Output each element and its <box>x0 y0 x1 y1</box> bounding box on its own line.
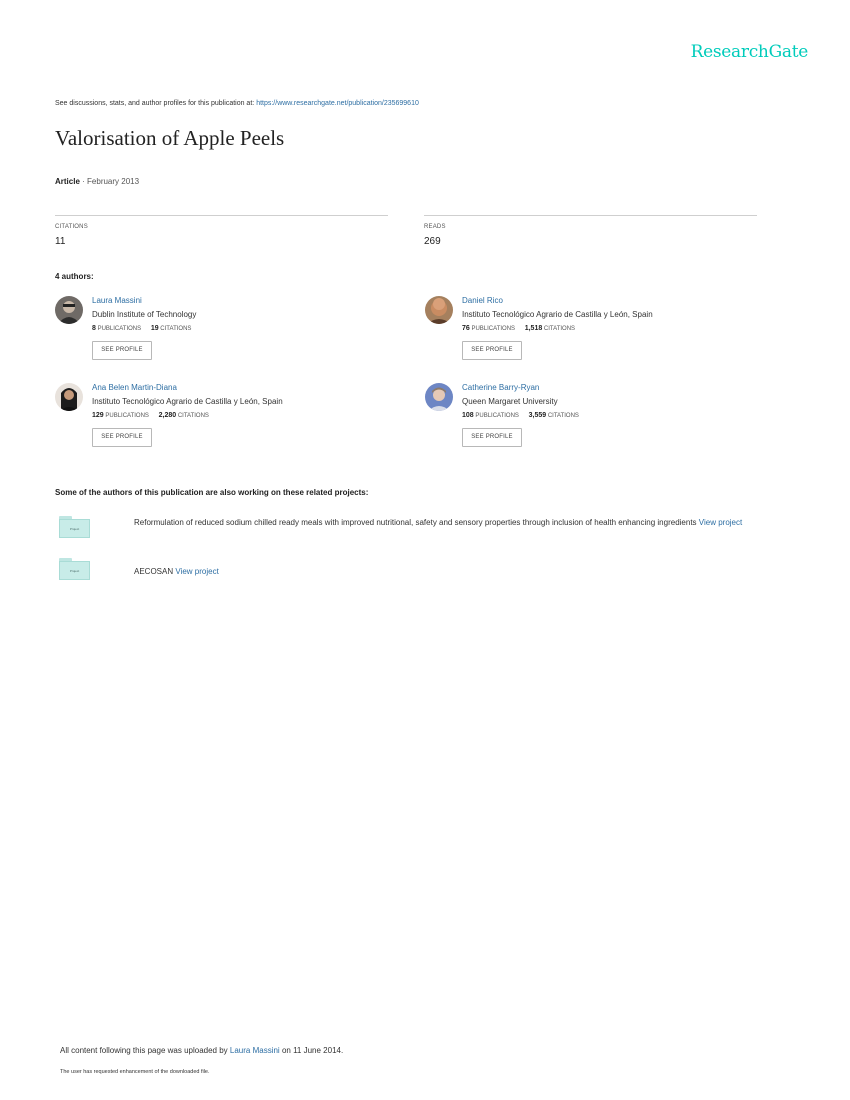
see-profile-button[interactable]: SEE PROFILE <box>92 428 152 447</box>
citations-label: CITATIONS <box>547 413 579 419</box>
author-stats <box>462 325 575 332</box>
discussion-line <box>55 100 419 107</box>
author-institution: Instituto Tecnológico Agrario de Castilla y León, Spain <box>92 397 283 406</box>
view-project-link[interactable]: View project <box>175 567 219 576</box>
author-card <box>55 296 385 371</box>
citations-count: 3,559 <box>528 412 547 419</box>
author-card <box>425 296 755 371</box>
author-avatar[interactable] <box>55 296 83 324</box>
publication-url-link[interactable]: https://www.researchgate.net/publication/235699610 <box>256 100 419 107</box>
author-card <box>55 383 385 458</box>
project-folder-icon <box>59 558 90 580</box>
author-avatar[interactable] <box>55 383 83 411</box>
related-projects-heading: Some of the authors of this publication are also working on these related projects: <box>55 488 369 497</box>
project-item <box>134 515 784 530</box>
citations-count: 2,280 <box>158 412 177 419</box>
project-item <box>134 564 784 579</box>
publications-label: PUBLICATIONS <box>105 413 149 419</box>
publications-label: PUBLICATIONS <box>475 413 519 419</box>
researchgate-logo[interactable]: ResearchGate <box>690 42 808 62</box>
authors-heading: 4 authors: <box>55 272 94 281</box>
citations-label: CITATIONS <box>177 413 209 419</box>
author-card <box>425 383 755 458</box>
author-institution: Queen Margaret University <box>462 397 558 406</box>
citations-count: 1,518 <box>524 325 543 332</box>
author-institution: Instituto Tecnológico Agrario de Castilla y León, Spain <box>462 310 653 319</box>
folder-label: Project <box>59 519 90 538</box>
publication-title: Valorisation of Apple Peels <box>55 126 285 150</box>
author-stats <box>92 325 191 332</box>
project-title: Reformulation of reduced sodium chilled ready meals with improved nutritional, safety and sensory properties through inclusion of health enhancing ingredients <box>134 518 697 527</box>
reads-count: 269 <box>424 236 441 247</box>
citations-label: CITATIONS <box>55 224 88 230</box>
folder-label: Project <box>59 561 90 580</box>
project-title: AECOSAN <box>134 567 174 576</box>
see-profile-button[interactable]: SEE PROFILE <box>462 341 522 360</box>
upload-suffix: on 11 June 2014. <box>281 1046 344 1055</box>
reads-label: READS <box>424 224 446 230</box>
see-profile-button[interactable]: SEE PROFILE <box>462 428 522 447</box>
author-name-link[interactable]: Laura Massini <box>92 296 142 305</box>
citations-label: CITATIONS <box>543 326 576 332</box>
publications-count: 8 <box>92 325 96 332</box>
upload-prefix: All content following this page was uploaded by <box>60 1046 228 1055</box>
view-project-link[interactable]: View project <box>698 518 743 527</box>
enhancement-note: The user has requested enhancement of the downloaded file. <box>60 1069 210 1075</box>
publications-count: 129 <box>92 412 104 419</box>
publication-type: Article <box>55 177 80 186</box>
upload-note <box>60 1046 343 1055</box>
publication-meta <box>55 177 139 186</box>
publications-label: PUBLICATIONS <box>97 326 142 332</box>
author-name-link[interactable]: Daniel Rico <box>462 296 503 305</box>
publications-count: 108 <box>462 412 474 419</box>
author-avatar[interactable] <box>425 383 453 411</box>
author-name-link[interactable]: Catherine Barry-Ryan <box>462 383 540 392</box>
reads-divider <box>424 215 757 216</box>
citations-count: 19 <box>150 325 159 332</box>
author-avatar[interactable] <box>425 296 453 324</box>
publication-date: · February 2013 <box>82 177 140 186</box>
project-folder-icon <box>59 516 90 538</box>
discussion-text: See discussions, stats, and author profiles for this publication at: <box>55 100 255 107</box>
author-stats <box>92 412 209 419</box>
publications-count: 76 <box>462 325 470 332</box>
see-profile-button[interactable]: SEE PROFILE <box>92 341 152 360</box>
author-name-link[interactable]: Ana Belen Martin-Diana <box>92 383 177 392</box>
publications-label: PUBLICATIONS <box>471 326 516 332</box>
author-institution: Dublin Institute of Technology <box>92 310 197 319</box>
citations-count: 11 <box>55 236 66 247</box>
uploader-link[interactable]: Laura Massini <box>229 1046 280 1055</box>
citations-label: CITATIONS <box>160 326 192 332</box>
author-stats <box>462 412 579 419</box>
citations-divider <box>55 215 388 216</box>
